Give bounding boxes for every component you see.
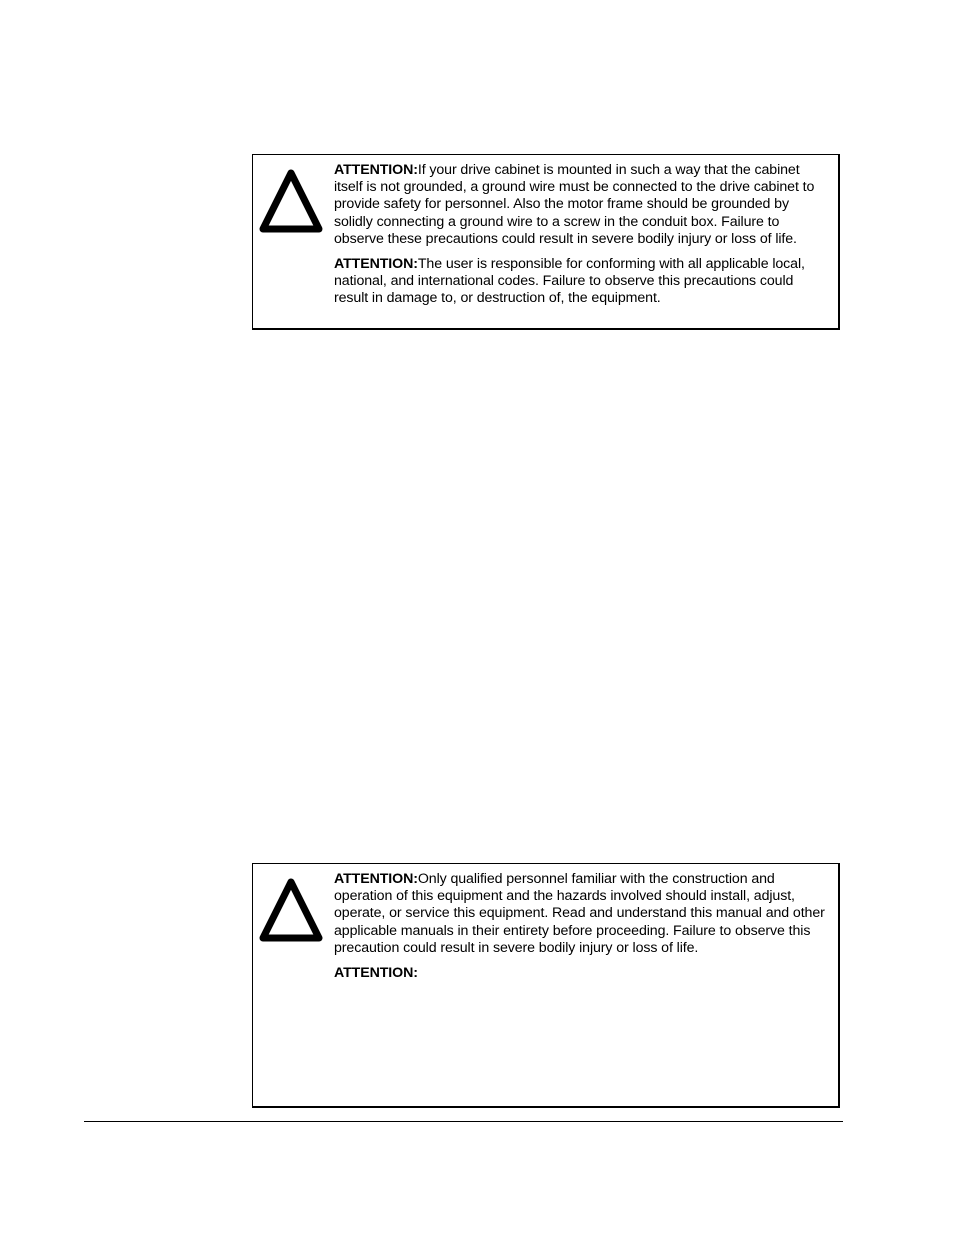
attention-text-block: [334, 162, 828, 316]
warning-triangle-icon: [257, 163, 325, 233]
attention-body: If your drive cabinet is mounted in such a way that the cabinet itself is not grounded, a ground wire must be connected to the drive cabinet to provide safety for personnel. Also the motor frame should be grounded by solidly connecting a ground wire to a screw in the conduit box. Failure to observe these precautions could result in severe bodily injury or loss of life.: [334, 162, 815, 247]
attention-body: The user is responsible for conforming with all applicable local, national, and international codes. Failure to observe this precautions could result in damage to, or destruction of, the equipment.: [334, 256, 805, 307]
attention-paragraph: [334, 965, 828, 982]
attention-label: ATTENTION:: [334, 871, 418, 887]
attention-paragraph: [334, 162, 828, 248]
attention-paragraph: [334, 871, 828, 957]
warning-triangle-icon: [257, 872, 325, 942]
attention-box-qualified-personnel: [252, 863, 840, 1108]
footer-divider: [84, 1121, 843, 1122]
attention-paragraph: [334, 256, 828, 308]
attention-label: ATTENTION:: [334, 256, 418, 273]
attention-box-grounding: [252, 154, 840, 330]
attention-text-block: [334, 871, 828, 990]
attention-label: ATTENTION:: [334, 162, 418, 178]
attention-body: Only qualified personnel familiar with the construction and operation of this equipment and the hazards involved should install, adjust, operate, or service this equipment. Read and understand this manual and other applicable manuals in their entirety before proceeding. Failure to observe this precaution could result in severe bodily injury or loss of life.: [334, 871, 825, 956]
attention-label: ATTENTION:: [334, 965, 418, 982]
